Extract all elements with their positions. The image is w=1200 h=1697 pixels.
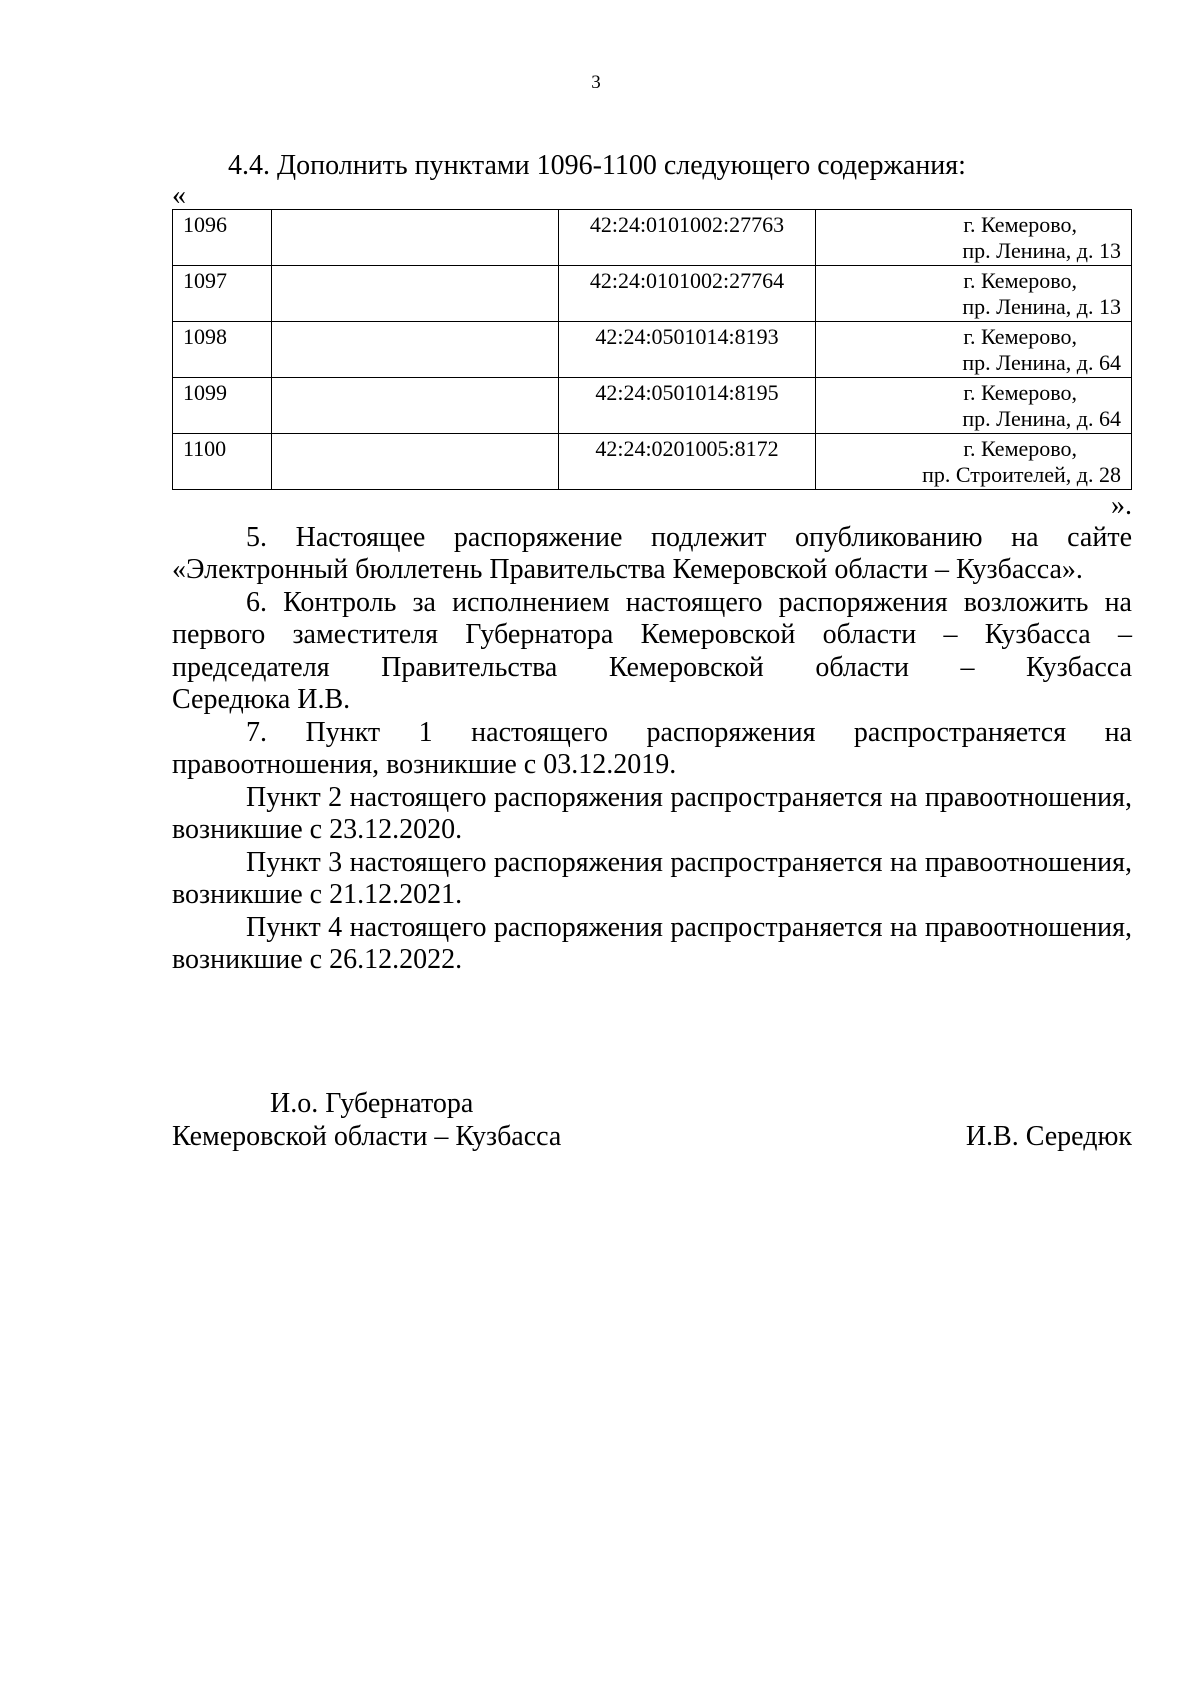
table-row	[173, 377, 1132, 433]
paragraph-6	[172, 587, 1132, 717]
paragraph-7-part-2: правоотношения, возникшие с 03.12.2019.	[172, 749, 677, 780]
address-cell	[816, 377, 1132, 433]
paragraph-6-part-1: 6. Контроль за исполнением настоящего распоряжения возложить на первого заместителя Губернатора Кемеровской области – Кузбасса –	[172, 586, 1132, 650]
address-cell	[816, 433, 1132, 489]
item-number-cell: 1100	[173, 433, 272, 489]
cadastral-number-cell: 42:24:0501014:8193	[559, 321, 816, 377]
item-number-cell: 1097	[173, 265, 272, 321]
cadastral-number-cell: 42:24:0501014:8195	[559, 377, 816, 433]
empty-cell	[272, 433, 559, 489]
table-row	[173, 265, 1132, 321]
item-number-cell: 1096	[173, 209, 272, 265]
cadastral-number-cell: 42:24:0101002:27763	[559, 209, 816, 265]
address-street: пр. Ленина, д. 64	[962, 406, 1121, 431]
signature-row	[172, 1120, 1132, 1153]
address-city: г. Кемерово,	[963, 379, 1077, 405]
address-city: г. Кемерово,	[963, 267, 1077, 293]
paragraph-7-part-1: 7. Пункт 1 настоящего распоряжения распространяется на	[246, 716, 1132, 748]
empty-cell	[272, 209, 559, 265]
paragraph-7-clause-2: Пункт 2 настоящего распоряжения распространяется на правоотношения, возникшие с 23.12.2020.	[172, 781, 1132, 845]
paragraph-7	[172, 717, 1132, 782]
address-city: г. Кемерово,	[963, 323, 1077, 349]
amendment-intro: 4.4. Дополнить пунктами 1096-1100 следующего содержания:	[228, 150, 966, 181]
address-street: пр. Ленина, д. 13	[962, 294, 1121, 319]
address-street: пр. Строителей, д. 28	[922, 462, 1121, 487]
cadastral-number-cell: 42:24:0201005:8172	[559, 433, 816, 489]
address-cell	[816, 321, 1132, 377]
cadastral-number-cell: 42:24:0101002:27764	[559, 265, 816, 321]
items-table	[172, 209, 1132, 490]
table-row	[173, 209, 1132, 265]
paragraph-6-part-3: Середюка И.В.	[172, 684, 351, 715]
item-number-cell: 1099	[173, 377, 272, 433]
paragraph-7-clause-3: Пункт 3 настоящего распоряжения распространяется на правоотношения, возникшие с 21.12.2021.	[172, 846, 1132, 910]
opening-quote: «	[172, 179, 186, 211]
document-body	[172, 150, 1132, 977]
address-street: пр. Ленина, д. 13	[962, 238, 1121, 263]
address-cell	[816, 209, 1132, 265]
address-cell	[816, 265, 1132, 321]
page-number: 3	[591, 72, 601, 93]
address-city: г. Кемерово,	[963, 435, 1077, 461]
signatory-name: И.В. Середюк	[965, 1121, 1132, 1152]
item-number-cell: 1098	[173, 321, 272, 377]
signatory-position: И.о. Губернатора	[270, 1088, 474, 1119]
table-row	[173, 433, 1132, 489]
empty-cell	[272, 321, 559, 377]
items-table-body	[173, 209, 1132, 489]
address-city: г. Кемерово,	[963, 211, 1077, 237]
empty-cell	[272, 265, 559, 321]
closing-quote: ».	[1111, 489, 1132, 521]
paragraph-7-clause-4: Пункт 4 настоящего распоряжения распространяется на правоотношения, возникшие с 26.12.2022.	[172, 911, 1132, 975]
paragraph-6-part-2: председателя Правительства Кемеровской области – Кузбасса	[172, 651, 1132, 683]
address-street: пр. Ленина, д. 64	[962, 350, 1121, 375]
empty-cell	[272, 377, 559, 433]
signatory-region: Кемеровской области – Кузбасса	[172, 1121, 562, 1152]
signature-block	[172, 1087, 1132, 1153]
table-row	[173, 321, 1132, 377]
paragraph-5: 5. Настоящее распоряжение подлежит опубликованию на сайте «Электронный бюллетень Правительства Кемеровской области – Кузбасса».	[172, 521, 1132, 585]
